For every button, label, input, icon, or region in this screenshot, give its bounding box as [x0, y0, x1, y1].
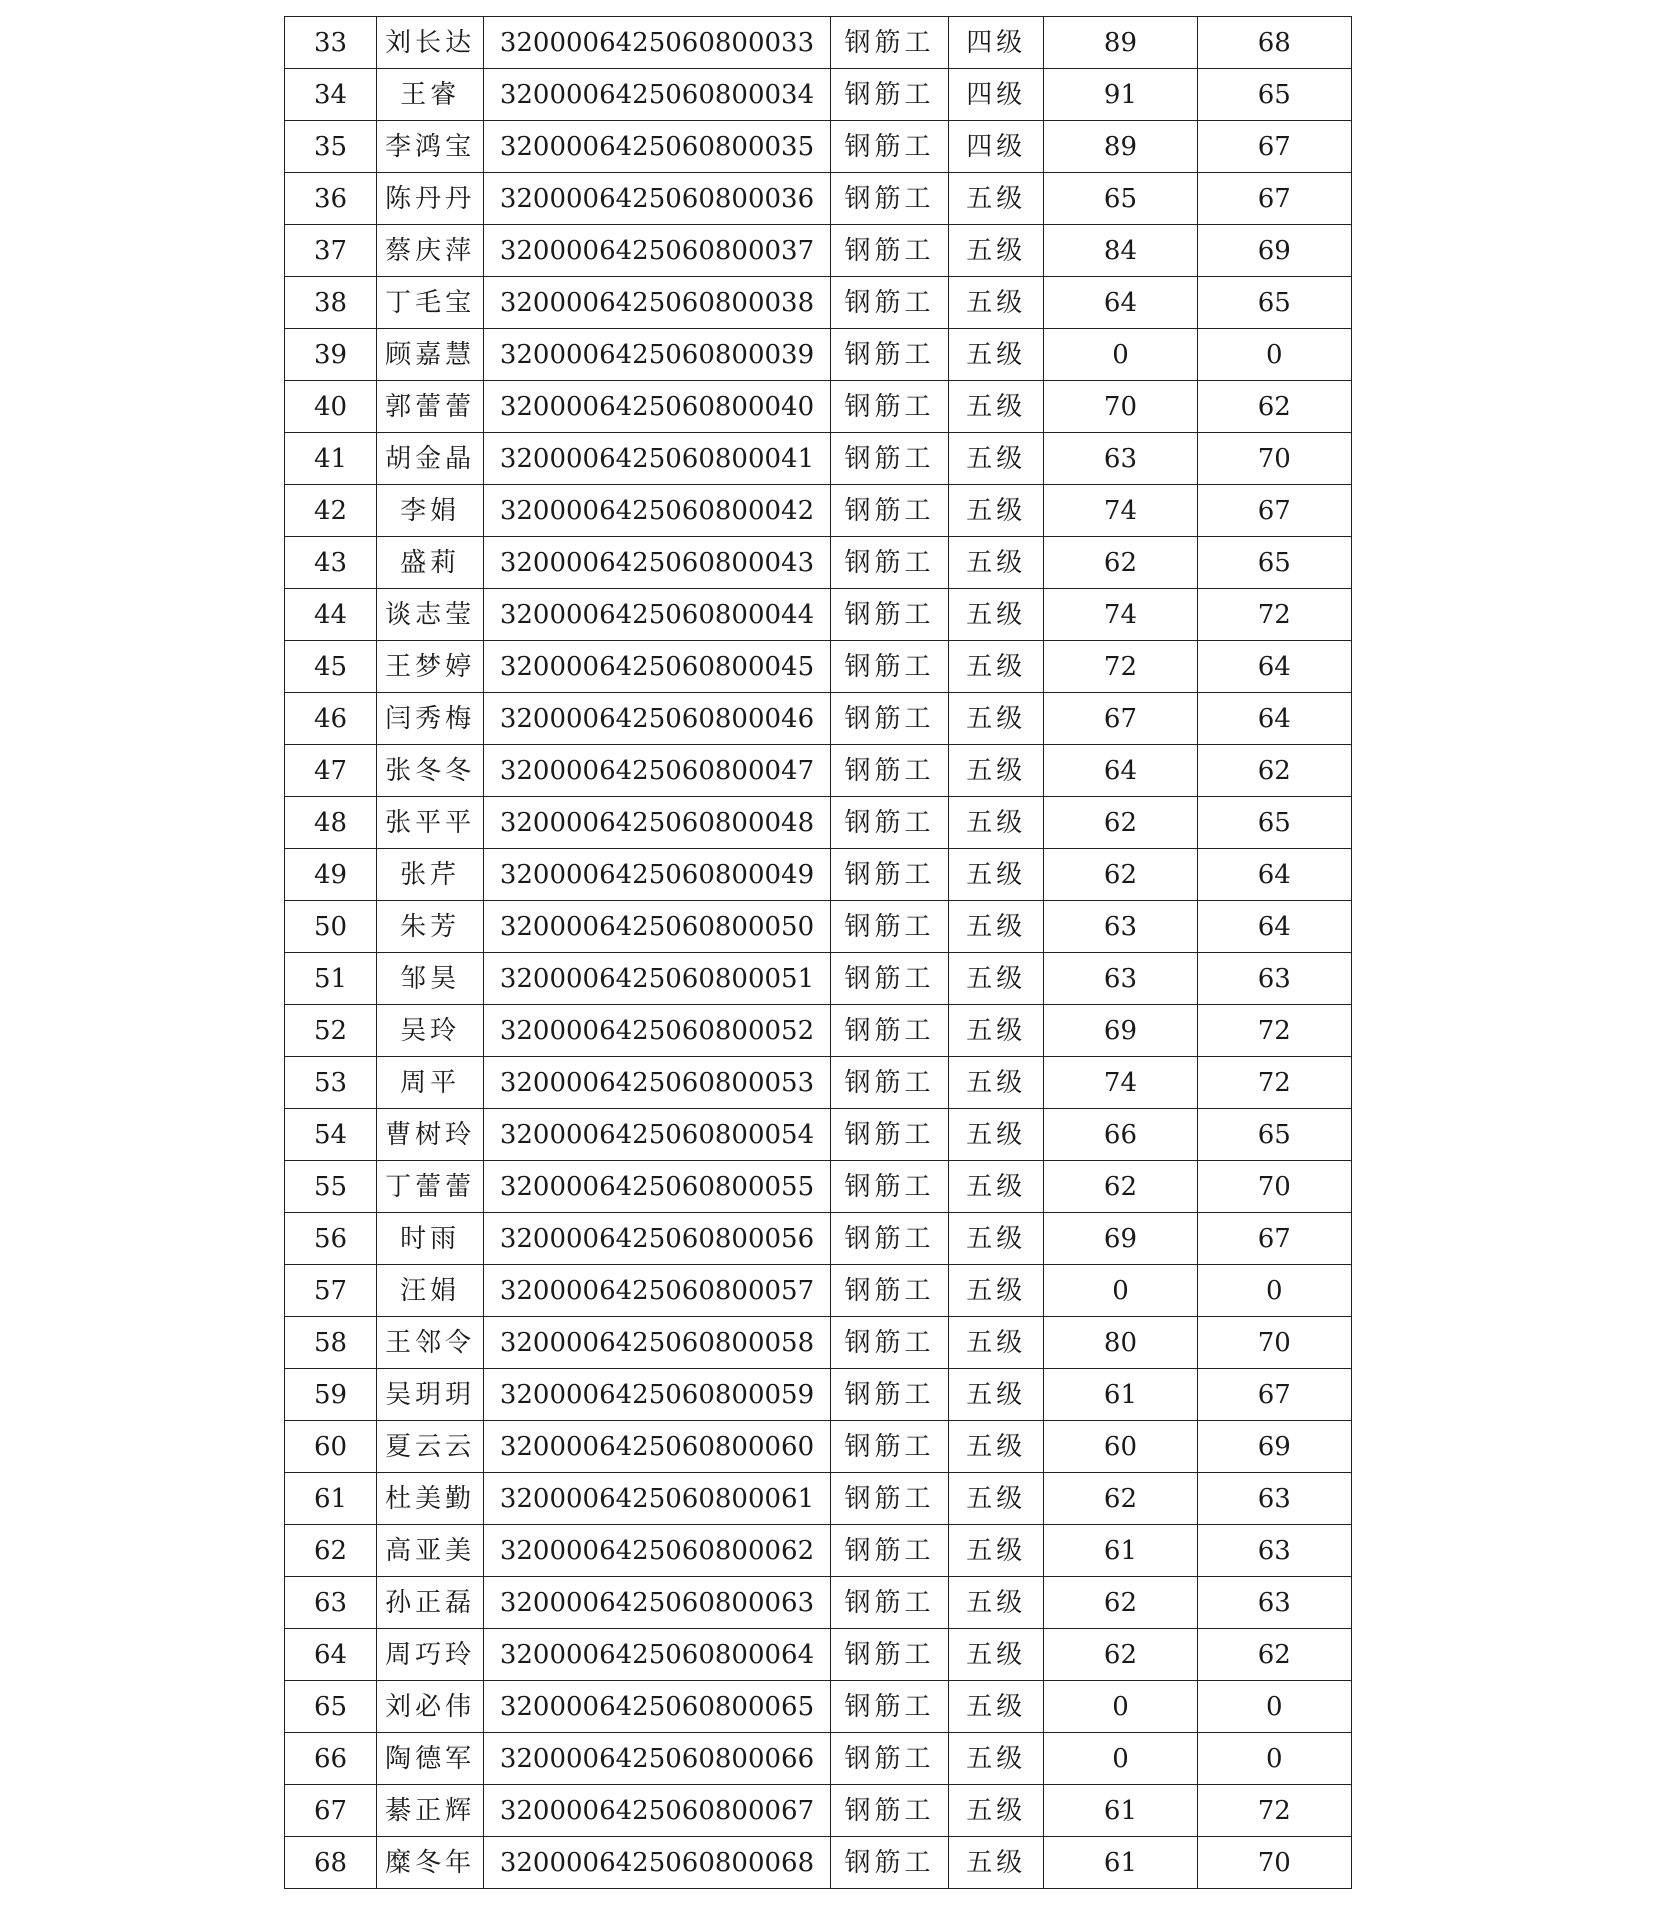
cell-level: 五级 [949, 1837, 1044, 1889]
table-row [285, 745, 1352, 797]
cell-row-number: 42 [285, 485, 377, 537]
cell-name: 吴玥玥 [376, 1369, 483, 1421]
cell-row-number: 53 [285, 1057, 377, 1109]
cell-row-number: 43 [285, 537, 377, 589]
cell-practical-score: 65 [1197, 69, 1351, 121]
cell-trade: 钢筋工 [830, 1005, 949, 1057]
table-row [285, 1629, 1352, 1681]
cell-name: 李娟 [376, 485, 483, 537]
cell-certificate-id: 3200006425060800046 [484, 693, 830, 745]
cell-level: 五级 [949, 1369, 1044, 1421]
cell-trade: 钢筋工 [830, 953, 949, 1005]
cell-name: 张芹 [376, 849, 483, 901]
cell-name: 王梦婷 [376, 641, 483, 693]
table-row [285, 173, 1352, 225]
table-row [285, 1837, 1352, 1889]
cell-theory-score: 62 [1044, 537, 1197, 589]
cell-trade: 钢筋工 [830, 745, 949, 797]
cell-practical-score: 0 [1197, 1733, 1351, 1785]
cell-row-number: 45 [285, 641, 377, 693]
cell-level: 五级 [949, 485, 1044, 537]
cell-trade: 钢筋工 [830, 1265, 949, 1317]
cell-row-number: 54 [285, 1109, 377, 1161]
cell-trade: 钢筋工 [830, 381, 949, 433]
cell-theory-score: 67 [1044, 693, 1197, 745]
cell-practical-score: 65 [1197, 537, 1351, 589]
table-row [285, 1473, 1352, 1525]
table-row [285, 901, 1352, 953]
cell-theory-score: 74 [1044, 1057, 1197, 1109]
cell-row-number: 39 [285, 329, 377, 381]
table-row [285, 1369, 1352, 1421]
cell-name: 夏云云 [376, 1421, 483, 1473]
cell-certificate-id: 3200006425060800039 [484, 329, 830, 381]
cell-practical-score: 67 [1197, 485, 1351, 537]
cell-certificate-id: 3200006425060800064 [484, 1629, 830, 1681]
table-row [285, 797, 1352, 849]
cell-level: 五级 [949, 1681, 1044, 1733]
cell-trade: 钢筋工 [830, 69, 949, 121]
cell-theory-score: 61 [1044, 1785, 1197, 1837]
cell-name: 高亚美 [376, 1525, 483, 1577]
cell-practical-score: 63 [1197, 1525, 1351, 1577]
cell-certificate-id: 3200006425060800068 [484, 1837, 830, 1889]
cell-trade: 钢筋工 [830, 121, 949, 173]
cell-practical-score: 62 [1197, 745, 1351, 797]
cell-practical-score: 0 [1197, 1681, 1351, 1733]
cell-theory-score: 61 [1044, 1525, 1197, 1577]
cell-practical-score: 67 [1197, 1369, 1351, 1421]
cell-theory-score: 63 [1044, 433, 1197, 485]
cell-row-number: 44 [285, 589, 377, 641]
cell-practical-score: 62 [1197, 381, 1351, 433]
table-row [285, 1005, 1352, 1057]
cell-certificate-id: 3200006425060800050 [484, 901, 830, 953]
cell-name: 朱芳 [376, 901, 483, 953]
cell-certificate-id: 3200006425060800047 [484, 745, 830, 797]
cell-certificate-id: 3200006425060800063 [484, 1577, 830, 1629]
cell-row-number: 58 [285, 1317, 377, 1369]
cell-row-number: 35 [285, 121, 377, 173]
cell-row-number: 41 [285, 433, 377, 485]
cell-row-number: 33 [285, 17, 377, 69]
cell-row-number: 36 [285, 173, 377, 225]
cell-name: 曹树玲 [376, 1109, 483, 1161]
cell-practical-score: 72 [1197, 1057, 1351, 1109]
cell-practical-score: 70 [1197, 433, 1351, 485]
cell-trade: 钢筋工 [830, 225, 949, 277]
cell-row-number: 48 [285, 797, 377, 849]
cell-trade: 钢筋工 [830, 1109, 949, 1161]
cell-certificate-id: 3200006425060800056 [484, 1213, 830, 1265]
cell-trade: 钢筋工 [830, 173, 949, 225]
cell-certificate-id: 3200006425060800035 [484, 121, 830, 173]
cell-name: 张冬冬 [376, 745, 483, 797]
cell-trade: 钢筋工 [830, 1681, 949, 1733]
cell-level: 五级 [949, 173, 1044, 225]
cell-practical-score: 67 [1197, 121, 1351, 173]
cell-theory-score: 61 [1044, 1837, 1197, 1889]
cell-theory-score: 64 [1044, 277, 1197, 329]
cell-certificate-id: 3200006425060800048 [484, 797, 830, 849]
cell-row-number: 64 [285, 1629, 377, 1681]
cell-row-number: 62 [285, 1525, 377, 1577]
table-row [285, 225, 1352, 277]
cell-level: 五级 [949, 277, 1044, 329]
cell-certificate-id: 3200006425060800037 [484, 225, 830, 277]
cell-certificate-id: 3200006425060800060 [484, 1421, 830, 1473]
cell-level: 五级 [949, 1317, 1044, 1369]
cell-certificate-id: 3200006425060800067 [484, 1785, 830, 1837]
cell-certificate-id: 3200006425060800036 [484, 173, 830, 225]
table-row [285, 1577, 1352, 1629]
cell-trade: 钢筋工 [830, 1525, 949, 1577]
cell-row-number: 37 [285, 225, 377, 277]
cell-theory-score: 60 [1044, 1421, 1197, 1473]
cell-level: 五级 [949, 1421, 1044, 1473]
cell-name: 李鸿宝 [376, 121, 483, 173]
cell-name: 汪娟 [376, 1265, 483, 1317]
table-row [285, 693, 1352, 745]
cell-trade: 钢筋工 [830, 797, 949, 849]
cell-certificate-id: 3200006425060800054 [484, 1109, 830, 1161]
cell-certificate-id: 3200006425060800057 [484, 1265, 830, 1317]
cell-practical-score: 67 [1197, 1213, 1351, 1265]
cell-level: 五级 [949, 641, 1044, 693]
cell-row-number: 59 [285, 1369, 377, 1421]
cell-certificate-id: 3200006425060800040 [484, 381, 830, 433]
cell-level: 四级 [949, 69, 1044, 121]
cell-practical-score: 72 [1197, 1785, 1351, 1837]
cell-level: 五级 [949, 381, 1044, 433]
table-row [285, 849, 1352, 901]
cell-name: 王睿 [376, 69, 483, 121]
cell-certificate-id: 3200006425060800051 [484, 953, 830, 1005]
cell-level: 五级 [949, 1109, 1044, 1161]
cell-name: 胡金晶 [376, 433, 483, 485]
cell-name: 谈志莹 [376, 589, 483, 641]
cell-name: 陈丹丹 [376, 173, 483, 225]
cell-trade: 钢筋工 [830, 277, 949, 329]
cell-practical-score: 65 [1197, 797, 1351, 849]
cell-name: 丁蕾蕾 [376, 1161, 483, 1213]
cell-row-number: 47 [285, 745, 377, 797]
cell-certificate-id: 3200006425060800065 [484, 1681, 830, 1733]
cell-theory-score: 62 [1044, 1473, 1197, 1525]
cell-trade: 钢筋工 [830, 537, 949, 589]
cell-theory-score: 62 [1044, 1629, 1197, 1681]
table-row [285, 1057, 1352, 1109]
cell-row-number: 66 [285, 1733, 377, 1785]
cell-trade: 钢筋工 [830, 1213, 949, 1265]
cell-certificate-id: 3200006425060800045 [484, 641, 830, 693]
table-row [285, 1525, 1352, 1577]
cell-theory-score: 0 [1044, 1681, 1197, 1733]
cell-name: 杜美勤 [376, 1473, 483, 1525]
cell-practical-score: 63 [1197, 1473, 1351, 1525]
cell-theory-score: 62 [1044, 1161, 1197, 1213]
cell-row-number: 38 [285, 277, 377, 329]
table-row [285, 1785, 1352, 1837]
cell-theory-score: 70 [1044, 381, 1197, 433]
cell-practical-score: 65 [1197, 277, 1351, 329]
results-table [284, 16, 1352, 1889]
cell-level: 五级 [949, 1265, 1044, 1317]
cell-certificate-id: 3200006425060800042 [484, 485, 830, 537]
cell-name: 吴玲 [376, 1005, 483, 1057]
cell-level: 五级 [949, 1525, 1044, 1577]
cell-level: 五级 [949, 589, 1044, 641]
cell-practical-score: 63 [1197, 953, 1351, 1005]
cell-theory-score: 61 [1044, 1369, 1197, 1421]
cell-trade: 钢筋工 [830, 1837, 949, 1889]
cell-trade: 钢筋工 [830, 589, 949, 641]
cell-theory-score: 0 [1044, 329, 1197, 381]
cell-certificate-id: 3200006425060800061 [484, 1473, 830, 1525]
cell-certificate-id: 3200006425060800044 [484, 589, 830, 641]
cell-certificate-id: 3200006425060800066 [484, 1733, 830, 1785]
table-row [285, 1317, 1352, 1369]
table-row [285, 1213, 1352, 1265]
cell-level: 五级 [949, 797, 1044, 849]
cell-theory-score: 66 [1044, 1109, 1197, 1161]
table-row [285, 17, 1352, 69]
cell-name: 周巧玲 [376, 1629, 483, 1681]
cell-theory-score: 69 [1044, 1213, 1197, 1265]
cell-trade: 钢筋工 [830, 901, 949, 953]
cell-row-number: 55 [285, 1161, 377, 1213]
cell-theory-score: 62 [1044, 849, 1197, 901]
cell-row-number: 50 [285, 901, 377, 953]
cell-trade: 钢筋工 [830, 1161, 949, 1213]
cell-level: 五级 [949, 1057, 1044, 1109]
cell-practical-score: 70 [1197, 1317, 1351, 1369]
cell-row-number: 57 [285, 1265, 377, 1317]
cell-theory-score: 74 [1044, 589, 1197, 641]
cell-row-number: 60 [285, 1421, 377, 1473]
cell-row-number: 51 [285, 953, 377, 1005]
cell-certificate-id: 3200006425060800049 [484, 849, 830, 901]
cell-trade: 钢筋工 [830, 1629, 949, 1681]
cell-level: 五级 [949, 225, 1044, 277]
cell-row-number: 63 [285, 1577, 377, 1629]
table-row [285, 329, 1352, 381]
cell-trade: 钢筋工 [830, 1577, 949, 1629]
cell-level: 五级 [949, 1733, 1044, 1785]
cell-practical-score: 69 [1197, 225, 1351, 277]
cell-practical-score: 69 [1197, 1421, 1351, 1473]
cell-practical-score: 70 [1197, 1161, 1351, 1213]
cell-certificate-id: 3200006425060800043 [484, 537, 830, 589]
cell-certificate-id: 3200006425060800052 [484, 1005, 830, 1057]
cell-trade: 钢筋工 [830, 849, 949, 901]
table-row [285, 1265, 1352, 1317]
cell-practical-score: 64 [1197, 849, 1351, 901]
cell-row-number: 40 [285, 381, 377, 433]
cell-trade: 钢筋工 [830, 1785, 949, 1837]
cell-trade: 钢筋工 [830, 1733, 949, 1785]
cell-level: 五级 [949, 1785, 1044, 1837]
cell-name: 闫秀梅 [376, 693, 483, 745]
cell-practical-score: 62 [1197, 1629, 1351, 1681]
cell-name: 时雨 [376, 1213, 483, 1265]
cell-name: 糜冬年 [376, 1837, 483, 1889]
cell-practical-score: 0 [1197, 329, 1351, 381]
cell-certificate-id: 3200006425060800059 [484, 1369, 830, 1421]
cell-row-number: 56 [285, 1213, 377, 1265]
table-row [285, 433, 1352, 485]
cell-certificate-id: 3200006425060800062 [484, 1525, 830, 1577]
cell-level: 五级 [949, 953, 1044, 1005]
cell-practical-score: 67 [1197, 173, 1351, 225]
cell-theory-score: 63 [1044, 901, 1197, 953]
table-row [285, 1681, 1352, 1733]
cell-name: 蔡庆萍 [376, 225, 483, 277]
cell-name: 刘长达 [376, 17, 483, 69]
cell-theory-score: 89 [1044, 121, 1197, 173]
cell-level: 五级 [949, 849, 1044, 901]
cell-level: 五级 [949, 1005, 1044, 1057]
cell-practical-score: 65 [1197, 1109, 1351, 1161]
cell-certificate-id: 3200006425060800055 [484, 1161, 830, 1213]
cell-name: 孙正磊 [376, 1577, 483, 1629]
cell-practical-score: 64 [1197, 693, 1351, 745]
cell-name: 丁毛宝 [376, 277, 483, 329]
cell-theory-score: 64 [1044, 745, 1197, 797]
cell-theory-score: 89 [1044, 17, 1197, 69]
table-row [285, 1109, 1352, 1161]
cell-level: 五级 [949, 329, 1044, 381]
cell-trade: 钢筋工 [830, 693, 949, 745]
cell-certificate-id: 3200006425060800034 [484, 69, 830, 121]
cell-trade: 钢筋工 [830, 1057, 949, 1109]
table-row [285, 69, 1352, 121]
table-row [285, 641, 1352, 693]
cell-level: 五级 [949, 693, 1044, 745]
cell-name: 郭蕾蕾 [376, 381, 483, 433]
table-body [285, 17, 1352, 1889]
cell-theory-score: 63 [1044, 953, 1197, 1005]
cell-certificate-id: 3200006425060800053 [484, 1057, 830, 1109]
cell-trade: 钢筋工 [830, 1369, 949, 1421]
table-row [285, 1733, 1352, 1785]
cell-practical-score: 72 [1197, 1005, 1351, 1057]
cell-level: 四级 [949, 121, 1044, 173]
cell-practical-score: 64 [1197, 901, 1351, 953]
cell-practical-score: 68 [1197, 17, 1351, 69]
cell-row-number: 52 [285, 1005, 377, 1057]
cell-level: 五级 [949, 745, 1044, 797]
table-row [285, 537, 1352, 589]
cell-level: 五级 [949, 1577, 1044, 1629]
cell-certificate-id: 3200006425060800033 [484, 17, 830, 69]
cell-certificate-id: 3200006425060800058 [484, 1317, 830, 1369]
cell-level: 五级 [949, 537, 1044, 589]
cell-trade: 钢筋工 [830, 1421, 949, 1473]
cell-certificate-id: 3200006425060800041 [484, 433, 830, 485]
table-row [285, 121, 1352, 173]
cell-level: 五级 [949, 901, 1044, 953]
cell-row-number: 61 [285, 1473, 377, 1525]
cell-theory-score: 74 [1044, 485, 1197, 537]
cell-name: 刘必伟 [376, 1681, 483, 1733]
cell-trade: 钢筋工 [830, 329, 949, 381]
cell-name: 陶德军 [376, 1733, 483, 1785]
table-row [285, 589, 1352, 641]
cell-name: 綦正辉 [376, 1785, 483, 1837]
cell-trade: 钢筋工 [830, 641, 949, 693]
cell-row-number: 65 [285, 1681, 377, 1733]
table-row [285, 1161, 1352, 1213]
cell-theory-score: 0 [1044, 1265, 1197, 1317]
cell-level: 五级 [949, 1629, 1044, 1681]
cell-practical-score: 64 [1197, 641, 1351, 693]
cell-trade: 钢筋工 [830, 433, 949, 485]
cell-theory-score: 0 [1044, 1733, 1197, 1785]
cell-level: 四级 [949, 17, 1044, 69]
cell-name: 周平 [376, 1057, 483, 1109]
cell-practical-score: 72 [1197, 589, 1351, 641]
table-row [285, 485, 1352, 537]
cell-trade: 钢筋工 [830, 1317, 949, 1369]
cell-level: 五级 [949, 1213, 1044, 1265]
cell-row-number: 68 [285, 1837, 377, 1889]
cell-practical-score: 63 [1197, 1577, 1351, 1629]
cell-name: 顾嘉慧 [376, 329, 483, 381]
table-row [285, 381, 1352, 433]
cell-trade: 钢筋工 [830, 1473, 949, 1525]
cell-row-number: 67 [285, 1785, 377, 1837]
cell-level: 五级 [949, 1473, 1044, 1525]
cell-theory-score: 62 [1044, 797, 1197, 849]
cell-theory-score: 72 [1044, 641, 1197, 693]
cell-theory-score: 62 [1044, 1577, 1197, 1629]
cell-trade: 钢筋工 [830, 485, 949, 537]
cell-theory-score: 84 [1044, 225, 1197, 277]
cell-name: 邹昊 [376, 953, 483, 1005]
cell-practical-score: 0 [1197, 1265, 1351, 1317]
cell-row-number: 34 [285, 69, 377, 121]
cell-practical-score: 70 [1197, 1837, 1351, 1889]
cell-certificate-id: 3200006425060800038 [484, 277, 830, 329]
cell-level: 五级 [949, 433, 1044, 485]
cell-trade: 钢筋工 [830, 17, 949, 69]
cell-name: 盛莉 [376, 537, 483, 589]
cell-theory-score: 65 [1044, 173, 1197, 225]
table-row [285, 1421, 1352, 1473]
cell-row-number: 46 [285, 693, 377, 745]
cell-level: 五级 [949, 1161, 1044, 1213]
cell-theory-score: 91 [1044, 69, 1197, 121]
table-row [285, 277, 1352, 329]
table-row [285, 953, 1352, 1005]
cell-theory-score: 80 [1044, 1317, 1197, 1369]
cell-row-number: 49 [285, 849, 377, 901]
cell-name: 王邻令 [376, 1317, 483, 1369]
cell-name: 张平平 [376, 797, 483, 849]
cell-theory-score: 69 [1044, 1005, 1197, 1057]
